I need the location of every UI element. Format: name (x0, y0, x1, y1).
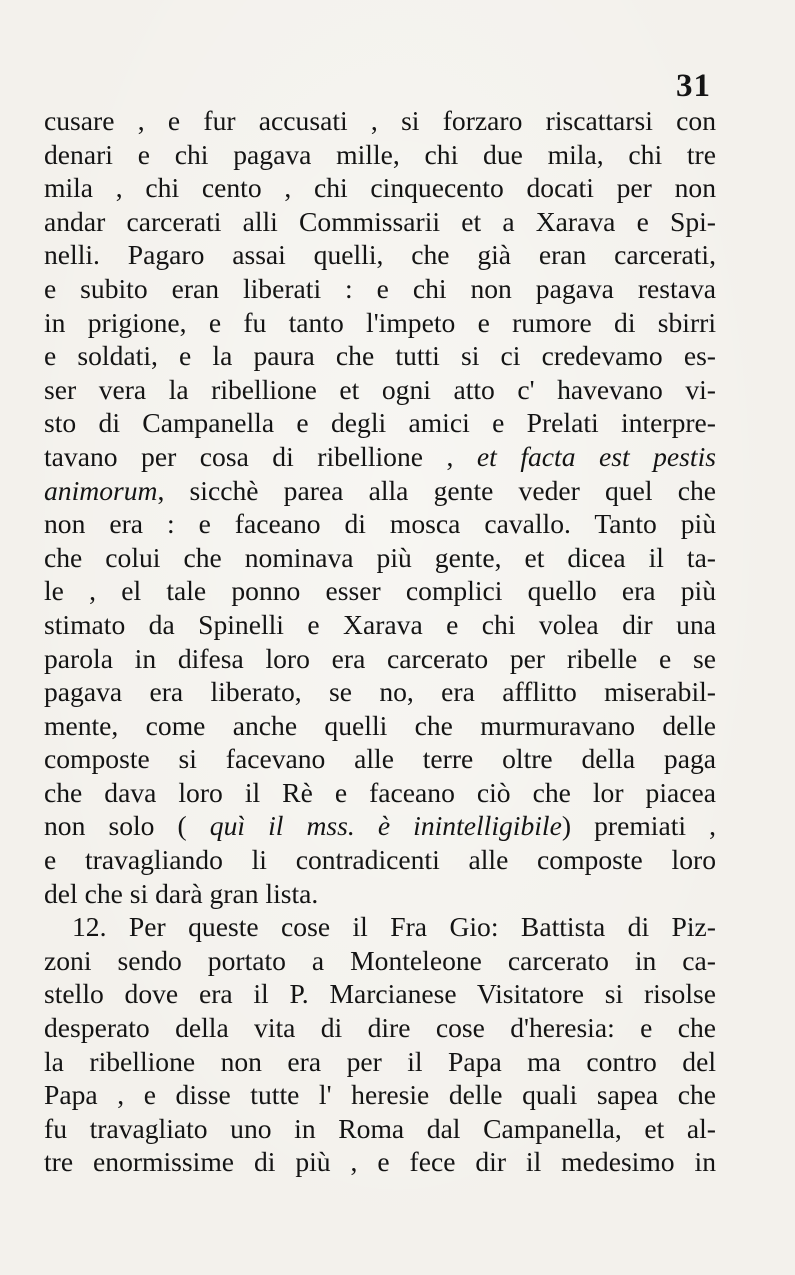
text-segment: non solo ( (44, 810, 210, 842)
paragraph-line: stello dove era il P. Marcianese Visitatore si risolse (44, 978, 716, 1010)
text-line: andar carcerati alli Commissarii et a Xarava e Spi- (44, 205, 716, 237)
paragraph-line: desperato della vita di dire cose d'heresia: e che (44, 1012, 716, 1044)
text-line: del che si darà gran lista. (44, 877, 319, 909)
italic-phrase: quì il mss. è inintelligibile (209, 810, 562, 842)
paragraph-line: Papa , e disse tutte l' heresie delle quali sapea che (44, 1079, 716, 1111)
page-number: 31 (676, 68, 711, 104)
text-line: composte si facevano alle terre oltre della paga (44, 743, 716, 775)
text-line: parola in difesa loro era carcerato per ribelle e se (44, 642, 716, 674)
text-line: mente, come anche quelli che murmuravano delle (44, 709, 716, 741)
text-line: le , el tale ponno esser complici quello era più (44, 575, 716, 607)
text-line: e subito eran liberati : e chi non pagava restava (44, 272, 716, 304)
text-line: denari e chi pagava mille, chi due mila, chi tre (44, 138, 716, 170)
paragraph-line: zoni sendo portato a Monteleone carcerato in ca- (44, 944, 716, 976)
paragraph-line: tre enormissime di più , e fece dir il medesimo in (44, 1146, 716, 1178)
text-line: nelli. Pagaro assai quelli, che già eran carcerati, (44, 239, 716, 271)
text-line: sto di Campanella e degli amici e Prelati interpre- (44, 407, 716, 439)
text-segment: ) premiati , (561, 810, 716, 842)
text-segment: , sicchè parea alla gente veder quel che (157, 474, 716, 506)
text-line: in prigione, e fu tanto l'impeto e rumore di sbirri (44, 306, 716, 338)
italic-phrase: animorum (44, 474, 158, 506)
text-line (44, 440, 716, 474)
text-line: e travagliando li contradicenti alle composte loro (44, 844, 716, 876)
italic-phrase: et facta est pestis (476, 440, 716, 472)
paragraph-line: la ribellione non era per il Papa ma contro del (44, 1045, 716, 1077)
text-line: che colui che nominava più gente, et dicea il ta- (44, 541, 716, 573)
text-line: e soldati, e la paura che tutti si ci credevamo es- (44, 340, 716, 372)
text-line (44, 474, 716, 508)
text-line: non era : e faceano di mosca cavallo. Tanto più (44, 508, 716, 540)
text-line: ser vera la ribellione et ogni atto c' havevano vi- (44, 373, 716, 405)
text-line: che dava loro il Rè e faceano ciò che lor piacea (44, 776, 716, 808)
text-line: pagava era liberato, se no, era afflitto miserabil- (44, 676, 716, 708)
text-line (44, 809, 716, 843)
text-segment: tavano per cosa di ribellione , (44, 440, 477, 472)
body-text (44, 104, 716, 1179)
text-line: mila , chi cento , chi cinquecento docati per non (44, 172, 716, 204)
paragraph-line: 12. Per queste cose il Fra Gio: Battista di Piz- (72, 911, 716, 943)
text-line: stimato da Spinelli e Xarava e chi volea dir una (44, 608, 716, 640)
text-line: cusare , e fur accusati , si forzaro riscattarsi con (44, 105, 716, 136)
paragraph-line: fu travagliato uno in Roma dal Campanella, et al- (44, 1112, 716, 1144)
